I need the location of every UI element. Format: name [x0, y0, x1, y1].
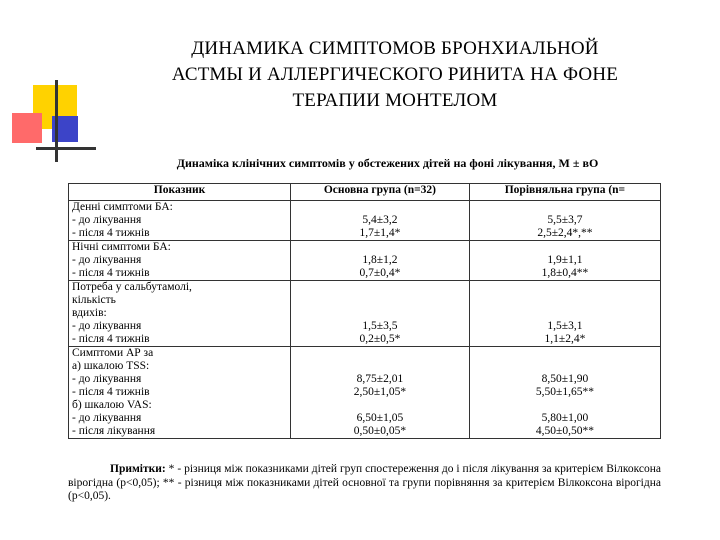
cell-line	[473, 360, 657, 373]
slide-title	[95, 36, 695, 114]
table-row	[69, 241, 661, 281]
header-main-group: Основна група (n=32)	[291, 184, 470, 201]
cell-line: 1,8±0,4**	[541, 267, 589, 279]
title-line-3: ТЕРАПИИ МОНТЕЛОМ	[292, 90, 498, 111]
cell-line	[294, 281, 466, 294]
cell-line: 5,50±1,65**	[535, 386, 594, 398]
cell-line	[473, 201, 657, 214]
decor-red-square	[12, 113, 42, 143]
table-caption: Динаміка клінічних симптомів у обстежених дітей на фоні лікування, M ± вO	[176, 156, 599, 170]
cell-line: 0,2±0,5*	[359, 333, 401, 345]
indicator-cell	[69, 201, 291, 241]
cell-line: 4,50±0,50**	[535, 425, 594, 437]
cell-line: - після 4 тижнів	[72, 386, 150, 398]
cell-line	[294, 399, 466, 412]
cell-line	[294, 294, 466, 307]
cell-line: 1,5±3,1	[547, 320, 583, 332]
title-line-1: ДИНАМИКА СИМПТОМОВ БРОНХИАЛЬНОЙ	[191, 38, 599, 59]
cell-line: 2,50±1,05*	[353, 386, 407, 398]
notes-label: Примітки:	[110, 463, 166, 475]
cell-line: 1,5±3,5	[362, 320, 398, 332]
indicator-cell	[69, 347, 291, 439]
cell-line: 0,7±0,4*	[359, 267, 401, 279]
header-indicator: Показник	[69, 184, 291, 201]
cell-line: - до лікування	[72, 373, 142, 385]
main-group-cell	[291, 347, 470, 439]
table-row	[69, 281, 661, 347]
main-group-cell	[291, 281, 470, 347]
cell-line: - після 4 тижнів	[72, 267, 150, 279]
comparison-group-cell	[469, 201, 660, 241]
cell-line: Потреба у сальбутамолі,	[72, 281, 192, 293]
cell-line	[294, 307, 466, 320]
cell-line: а) шкалою TSS:	[72, 360, 150, 372]
header-comparison-group: Порівняльна група (n=	[469, 184, 660, 201]
cell-line: - до лікування	[72, 320, 142, 332]
cell-line: - до лікування	[72, 214, 142, 226]
cell-line	[294, 347, 466, 360]
cell-line: 1,8±1,2	[362, 254, 398, 266]
cell-line: 1,9±1,1	[547, 254, 583, 266]
cell-line: 5,4±3,2	[362, 214, 398, 226]
cell-line: 0,50±0,05*	[353, 425, 407, 437]
cell-line: б) шкалою VAS:	[72, 399, 152, 411]
cell-line: 1,7±1,4*	[359, 227, 401, 239]
cell-line	[294, 360, 466, 373]
cell-line: 5,80±1,00	[541, 412, 589, 424]
cell-line	[473, 307, 657, 320]
cell-line: Симптоми АР за	[72, 347, 154, 359]
cell-line	[473, 281, 657, 294]
cell-line: - до лікування	[72, 412, 142, 424]
cell-line: - до лікування	[72, 254, 142, 266]
main-group-cell	[291, 201, 470, 241]
cell-line	[294, 201, 466, 214]
indicator-cell	[69, 241, 291, 281]
cell-line: Денні симптоми БА:	[72, 201, 173, 213]
cell-line: 8,50±1,90	[541, 373, 589, 385]
cell-line	[473, 294, 657, 307]
cell-line: 6,50±1,05	[356, 412, 404, 424]
cell-line	[294, 241, 466, 254]
cell-line: вдихів:	[72, 307, 107, 319]
cell-line: 2,5±2,4*,**	[537, 227, 593, 239]
cell-line: 8,75±2,01	[356, 373, 404, 385]
comparison-group-cell	[469, 281, 660, 347]
cell-line: кількість	[72, 294, 116, 306]
cell-line: - після 4 тижнів	[72, 227, 150, 239]
cell-line	[473, 347, 657, 360]
cell-line: - після 4 тижнів	[72, 333, 150, 345]
cell-line	[473, 399, 657, 412]
cell-line	[473, 241, 657, 254]
title-line-2: АСТМЫ И АЛЛЕРГИЧЕСКОГО РИНИТА НА ФОНЕ	[171, 64, 619, 85]
table-notes	[68, 463, 661, 504]
cell-line: 1,1±2,4*	[544, 333, 586, 345]
table-row	[69, 347, 661, 439]
symptoms-table	[68, 183, 661, 439]
table-row	[69, 201, 661, 241]
indicator-cell	[69, 281, 291, 347]
comparison-group-cell	[469, 241, 660, 281]
cell-line: 5,5±3,7	[547, 214, 583, 226]
comparison-group-cell	[469, 347, 660, 439]
cell-line: Нічні симптоми БА:	[72, 241, 171, 253]
cell-line: - після лікування	[72, 425, 156, 437]
decor-horizontal-line	[36, 147, 96, 150]
notes-text: * - різниця між показниками дітей груп спостереження до і після лікування за критерієм Вілкоксона вірогідна (р<0,05); ** - різниця між показниками дітей основної та групи порівняння за критерієм Вілкоксона вірогідна (р<0,05).	[68, 463, 661, 502]
main-group-cell	[291, 241, 470, 281]
table-header-row	[69, 184, 661, 201]
